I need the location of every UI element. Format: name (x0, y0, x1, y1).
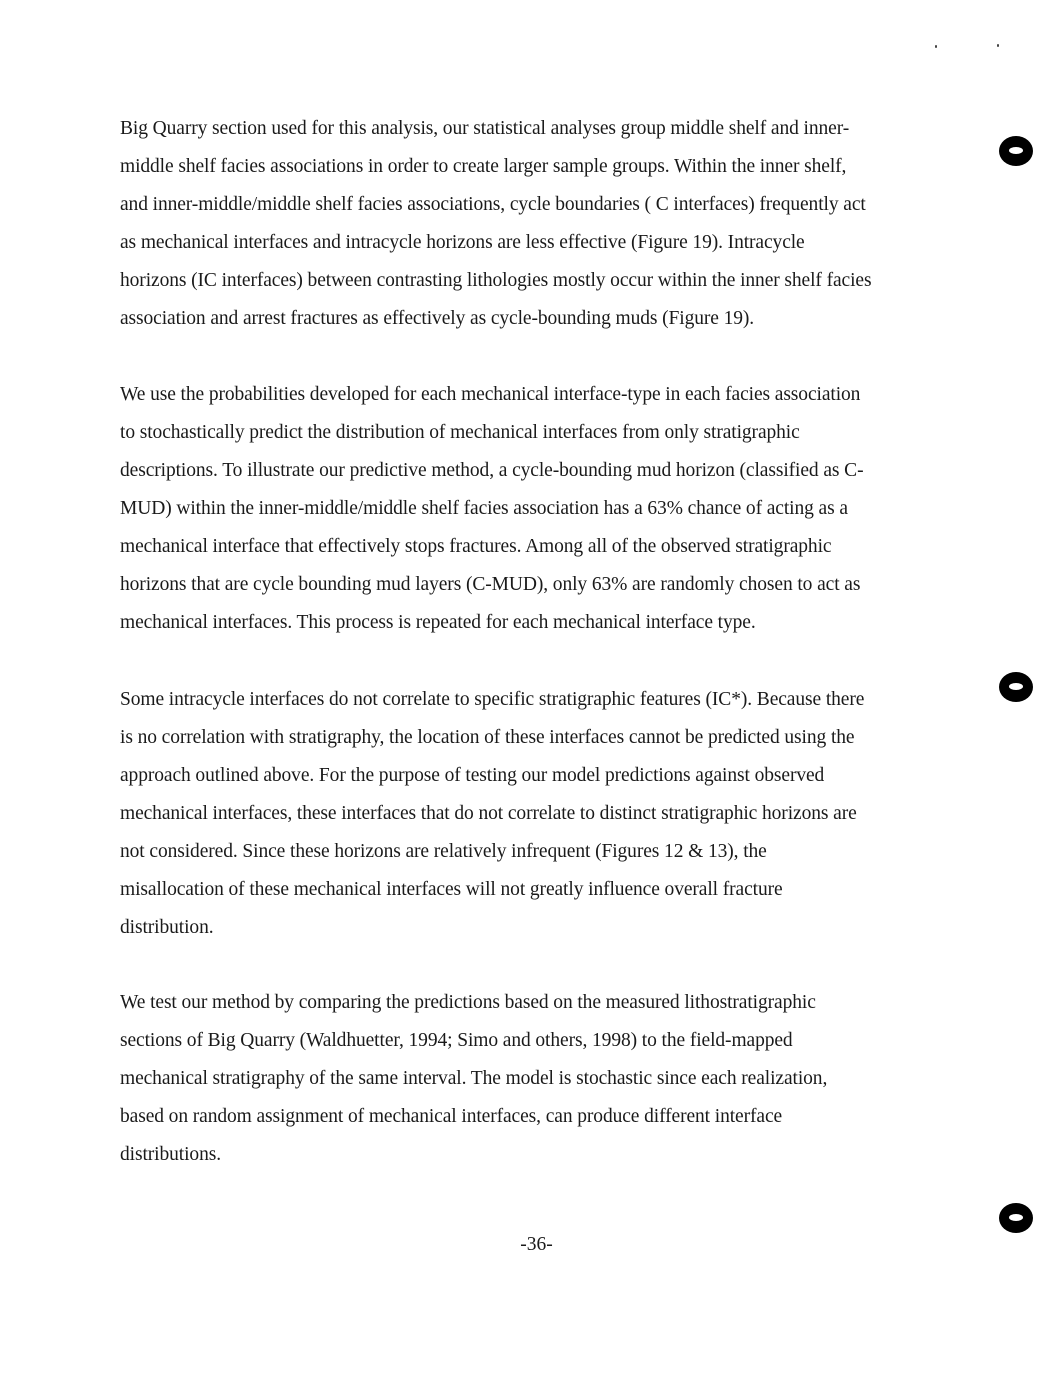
text-line: horizons that are cycle bounding mud layers (C-MUD), only 63% are randomly chosen to act as (120, 574, 861, 595)
text-line: sections of Big Quarry (Waldhuetter, 1994; Simo and others, 1998) to the field-mapped (120, 1030, 793, 1051)
scan-speck (997, 44, 999, 47)
text-line: association and arrest fractures as effectively as cycle-bounding muds (Figure 19). (120, 308, 755, 329)
punch-hole-icon (999, 136, 1033, 166)
paragraph-4 (120, 984, 950, 1174)
punch-hole-icon (999, 1203, 1033, 1233)
text-line: descriptions. To illustrate our predictive method, a cycle-bounding mud horizon (classified as C- (120, 460, 864, 481)
text-line: mechanical interfaces, these interfaces that do not correlate to distinct stratigraphic horizons are (120, 803, 857, 824)
paragraph-1 (120, 110, 950, 338)
text-line: distribution. (120, 917, 214, 938)
text-line: We test our method by comparing the predictions based on the measured lithostratigraphic (120, 992, 816, 1013)
text-line: mechanical interfaces. This process is repeated for each mechanical interface type. (120, 612, 756, 633)
text-line: and inner-middle/middle shelf facies associations, cycle boundaries ( C interfaces) frequently act (120, 194, 866, 215)
text-line: approach outlined above. For the purpose of testing our model predictions against observed (120, 765, 825, 786)
scan-speck (935, 45, 937, 48)
page-number: -36- (520, 1234, 553, 1255)
paragraph-2 (120, 376, 950, 642)
text-line: distributions. (120, 1144, 221, 1165)
paragraph-3 (120, 681, 950, 947)
text-line: mechanical interface that effectively stops fractures. Among all of the observed stratigraphic (120, 536, 832, 557)
text-line: mechanical stratigraphy of the same interval. The model is stochastic since each realization, (120, 1068, 828, 1089)
text-line: Big Quarry section used for this analysis, our statistical analyses group middle shelf and inner- (120, 118, 850, 139)
text-line: We use the probabilities developed for each mechanical interface-type in each facies association (120, 384, 861, 405)
text-line: to stochastically predict the distribution of mechanical interfaces from only stratigraphic (120, 422, 800, 443)
text-line: is no correlation with stratigraphy, the location of these interfaces cannot be predicted using the (120, 727, 855, 748)
punch-hole-icon (999, 672, 1033, 702)
text-line: horizons (IC interfaces) between contrasting lithologies mostly occur within the inner shelf facies (120, 270, 872, 291)
text-line: not considered. Since these horizons are relatively infrequent (Figures 12 & 13), the (120, 841, 767, 862)
text-line: MUD) within the inner-middle/middle shelf facies association has a 63% chance of acting as a (120, 498, 848, 519)
text-line: middle shelf facies associations in order to create larger sample groups. Within the inner shelf, (120, 156, 847, 177)
text-line: as mechanical interfaces and intracycle horizons are less effective (Figure 19). Intracycle (120, 232, 805, 253)
text-line: Some intracycle interfaces do not correlate to specific stratigraphic features (IC*). Because there (120, 689, 865, 710)
text-line: based on random assignment of mechanical interfaces, can produce different interface (120, 1106, 783, 1127)
text-line: misallocation of these mechanical interfaces will not greatly influence overall fracture (120, 879, 783, 900)
